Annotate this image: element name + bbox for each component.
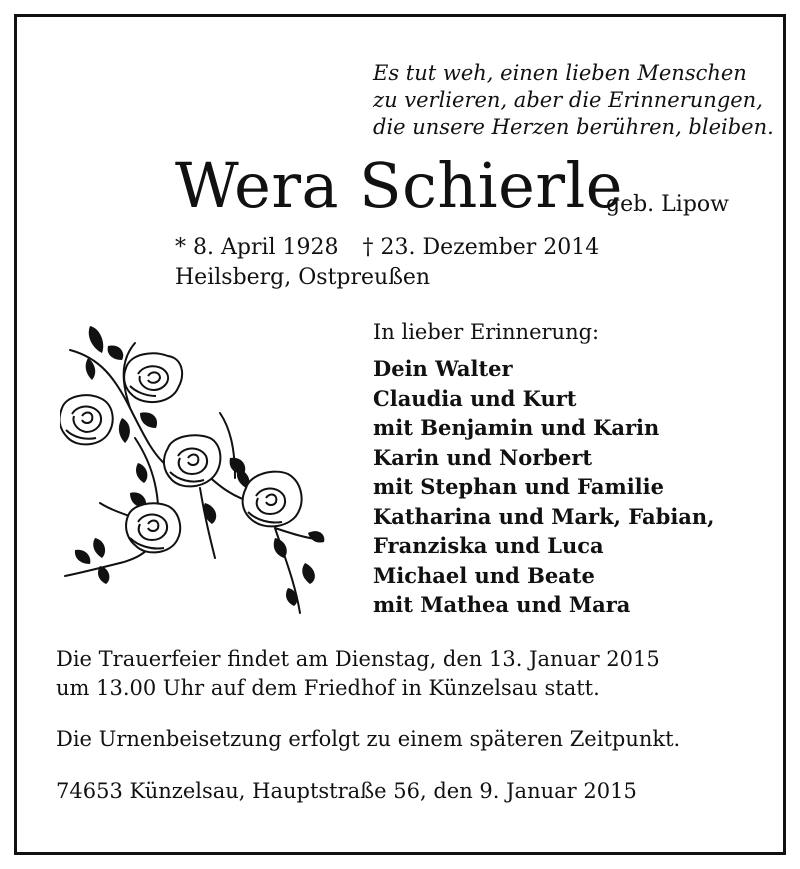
mourner-line: mit Mathea und Mara [373, 592, 631, 617]
ceremony-line: um 13.00 Uhr auf dem Friedhof in Künzelsau statt. [56, 676, 600, 700]
date-line [175, 233, 599, 263]
mourner-line: Katharina und Mark, Fabian, [373, 503, 715, 529]
mourner-line: Franziska und Luca [373, 533, 604, 558]
mourners-intro: In lieber Erinnerung: [373, 320, 600, 344]
funeral-ceremony-info [56, 645, 660, 703]
maiden-name: geb. Lipow [606, 192, 729, 217]
mourners-list [373, 354, 715, 620]
mourner-line: mit Benjamin und Karin [373, 415, 660, 440]
birth-date: * 8. April 1928 [175, 235, 339, 260]
birthplace: Heilsberg, Ostpreußen [175, 265, 431, 290]
life-dates [175, 233, 599, 293]
memorial-poem [373, 60, 774, 141]
deceased-name: Wera Schierle [175, 149, 623, 222]
address-date-line: 74653 Künzelsau, Hauptstraße 56, den 9. Januar 2015 [56, 779, 637, 803]
poem-line: die unsere Herzen berühren, bleiben. [373, 115, 774, 139]
mourner-line: Karin und Norbert [373, 444, 593, 470]
poem-line: Es tut weh, einen lieben Menschen [373, 61, 747, 85]
mourner-line: mit Stephan und Familie [373, 474, 664, 499]
death-date: † 23. Dezember 2014 [362, 235, 600, 260]
mourner-line: Dein Walter [373, 356, 513, 381]
roses-illustration-icon [60, 318, 340, 618]
urn-burial-info: Die Urnenbeisetzung erfolgt zu einem späteren Zeitpunkt. [56, 727, 681, 751]
poem-line: zu verlieren, aber die Erinnerungen, [373, 88, 763, 112]
ceremony-line: Die Trauerfeier findet am Dienstag, den 13. Januar 2015 [56, 647, 660, 671]
mourner-line: Michael und Beate [373, 562, 595, 588]
mourner-line: Claudia und Kurt [373, 385, 577, 411]
